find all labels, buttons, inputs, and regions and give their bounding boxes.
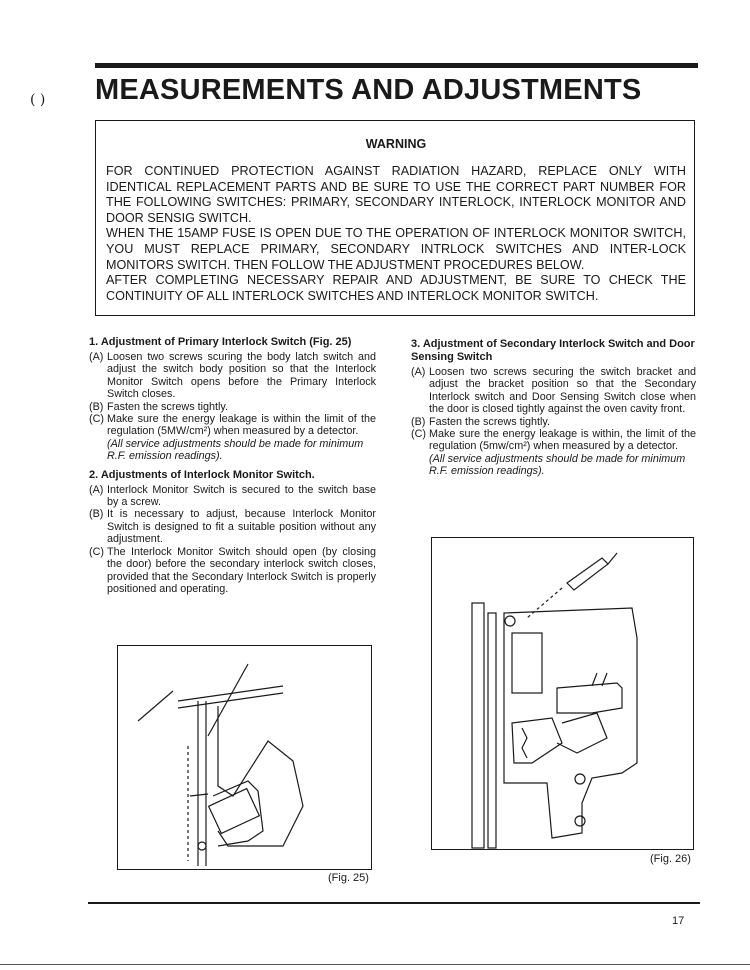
item-text: Loosen two screws scuring the body latch switch and adjust the switch body position so that the Interlock Monitor Switch opens before the Primary Interlock Switch closes.: [107, 351, 376, 401]
section3-note: (All service adjustments should be made for minimum R.F. emission readings).: [429, 452, 686, 478]
figure-25-illustration: [118, 646, 371, 869]
warning-paragraph-2: WHEN THE 15AMP FUSE IS OPEN DUE TO THE OPERATION OF INTERLOCK MONITOR SWITCH, YOU MUST REPLACE PRIMARY, SECONDARY INTRLOCK SWITCHES AND INTER-LOCK MONITORS SWITCH. THEN FOLLOW THE ADJUSTMENT PROCEDURES BELOW.: [106, 226, 686, 272]
section1-item-a: [89, 351, 376, 401]
item-text: The Interlock Monitor Switch should open (by closing the door) before the secondary interlock switch closes, provided that the Secondary Interlock Switch is properly positioned and operating.: [107, 545, 376, 595]
section2-heading: 2. Adjustments of Interlock Monitor Switch.: [89, 468, 315, 481]
left-column: [89, 336, 376, 595]
warning-paragraph-1: FOR CONTINUED PROTECTION AGAINST RADIATION HAZARD, REPLACE ONLY WITH IDENTICAL REPLACEMENT PARTS AND BE SURE TO USE THE CORRECT PART NUMBER FOR THE FOLLOWING SWITCHES: PRIMARY, SECONDARY INTERLOCK, INTERLOCK MONITOR AND DOOR SENSIG SWITCH.: [106, 164, 686, 225]
page-title: MEASUREMENTS AND ADJUSTMENTS: [95, 74, 642, 106]
item-label: (C): [89, 545, 104, 558]
figure-25: [117, 645, 372, 870]
figure-26-illustration: [432, 538, 693, 849]
item-text: Make sure the energy leakage is within, the limit of the regulation (5mw/cm²) when measured by a detector.: [429, 428, 696, 453]
section1-item-c: [89, 413, 376, 438]
margin-mark: ( ): [30, 92, 46, 108]
section3-item-c: [411, 428, 696, 453]
item-text: Make sure the energy leakage is within the limit of the regulation (5MW/cm²) when measured by a detector.: [107, 413, 376, 438]
section3-item-a: [411, 366, 696, 416]
section2-item-a: [89, 484, 376, 509]
warning-paragraph-3: AFTER COMPLETING NECESSARY REPAIR AND ADJUSTMENT, BE SURE TO CHECK THE CONTINUITY OF ALL INTERLOCK SWITCHES AND INTERLOCK MONITOR SWITCH.: [106, 273, 686, 303]
section1-note: (All service adjustments should be made for minimum R.F. emission readings).: [107, 437, 364, 463]
item-label: (B): [89, 400, 104, 413]
warning-box: [95, 120, 695, 316]
warning-heading: WARNING: [365, 137, 427, 151]
item-text: Fasten the screws tightly.: [107, 400, 229, 413]
section2-item-c: [89, 546, 376, 596]
page-number: 17: [672, 915, 685, 927]
item-text: Interlock Monitor Switch is secured to the switch base by a screw.: [107, 483, 376, 509]
warning-text: [106, 164, 686, 304]
figure-26-caption: (Fig. 26): [650, 853, 691, 865]
figure-26: [431, 537, 694, 850]
section3-item-b: [411, 416, 696, 428]
footer-rule: [88, 902, 700, 904]
right-column: [411, 338, 696, 478]
item-label: (B): [411, 415, 426, 428]
figure-25-caption: (Fig. 25): [328, 872, 369, 884]
section3-heading: 3. Adjustment of Secondary Interlock Switch and Door Sensing Switch: [411, 338, 695, 363]
section1-heading: 1. Adjustment of Primary Interlock Switch (Fig. 25): [89, 336, 352, 348]
item-label: (A): [89, 351, 104, 363]
item-label: (C): [411, 428, 426, 441]
header-rule: [95, 63, 698, 68]
item-text: Loosen two screws securing the switch bracket and adjust the bracket position so that the Secondary Interlock switch and Door Sensing Switch close when the door is closed tightly against the oven cavity front.: [429, 366, 696, 416]
item-text: Fasten the screws tightly.: [429, 415, 551, 428]
item-text: It is necessary to adjust, because Interlock Monitor Switch is designed to fit a suitable position without any adjustment.: [107, 508, 376, 546]
section1-item-b: [89, 401, 376, 413]
scan-edge-line: [0, 964, 750, 965]
section2-item-b: [89, 508, 376, 545]
item-label: (C): [89, 413, 104, 426]
item-label: (A): [89, 483, 104, 496]
item-label: (B): [89, 508, 104, 521]
item-label: (A): [411, 366, 426, 378]
